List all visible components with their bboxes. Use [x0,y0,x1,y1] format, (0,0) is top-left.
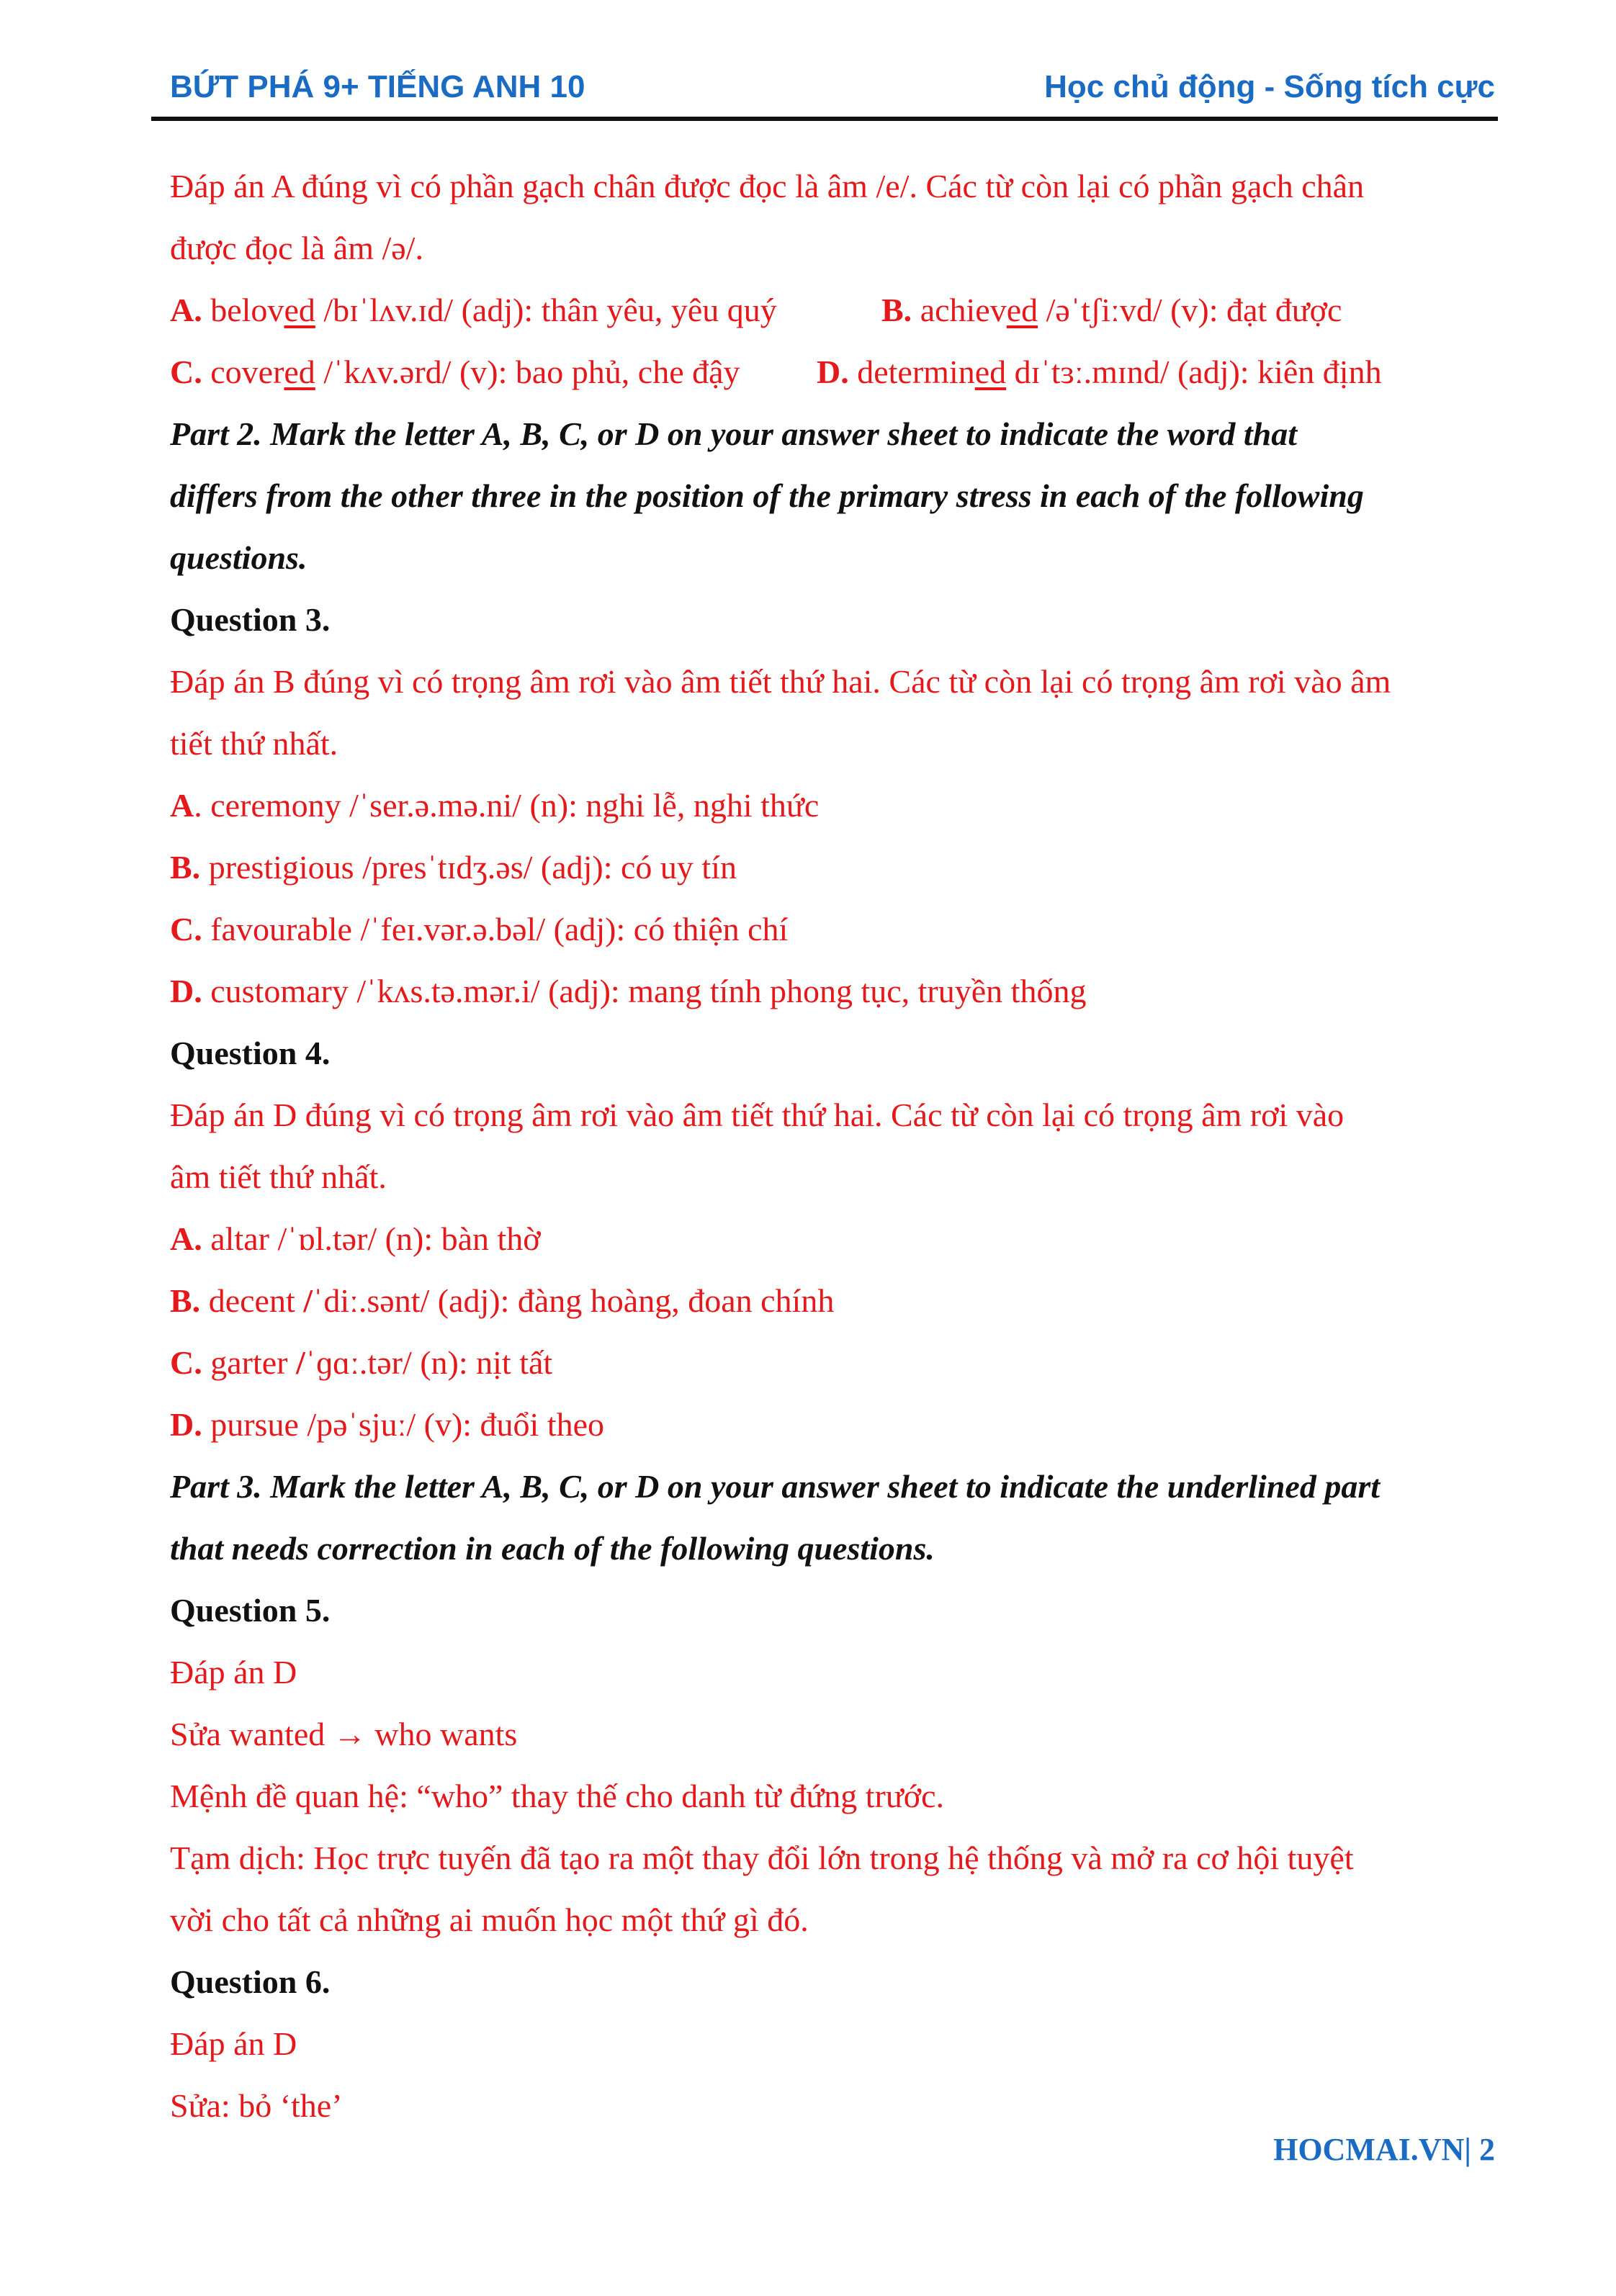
part2-instruction-line-1: Part 2. Mark the letter A, B, C, or D on your answer sheet to indicate the word that [170,415,1298,452]
q6-answer: Đáp án D [170,2025,297,2062]
q2-option-a: A. beloved /bɪˈlʌv.ɪd/ (adj): thân yêu, yêu quý [170,292,777,328]
q2-option-d: D. determined dɪˈtɜː.mɪnd/ (adj): kiên định [817,354,1382,390]
question-5-title: Question 5. [170,1592,331,1629]
header-title: BỨT PHÁ 9+ TIẾNG ANH 10 [170,69,585,104]
question-6-title: Question 6. [170,1963,331,2000]
header-slogan: Học chủ động - Sống tích cực [1044,69,1495,104]
part2-instruction-line-2: differs from the other three in the position of the primary stress in each of the following [170,477,1364,514]
q5-answer: Đáp án D [170,1654,297,1691]
q2-explain-line-2: được đọc là âm /ə/. [170,230,423,266]
question-3-title: Question 3. [170,601,331,638]
part3-instruction-line-2: that needs correction in each of the following questions. [170,1530,935,1567]
q4-option-a: A. altar /ˈɒl.tər/ (n): bàn thờ [170,1220,541,1257]
q2-explain-line-1: Đáp án A đúng vì có phần gạch chân được đọc là âm /e/. Các từ còn lại có phần gạch chân [170,168,1365,204]
q5-correction: Sửa wanted → who wants [170,1716,518,1752]
q5-grammar-note: Mệnh đề quan hệ: “who” thay thế cho danh từ đứng trước. [170,1778,945,1814]
q2-options-row-2 [170,341,1495,403]
q5-translation-line-1: Tạm dịch: Học trực tuyến đã tạo ra một thay đổi lớn trong hệ thống và mở ra cơ hội tuyệt [170,1840,1354,1876]
arrow-right-icon: → [333,1716,367,1752]
part3-instruction-line-1: Part 3. Mark the letter A, B, C, or D on your answer sheet to indicate the underlined part [170,1468,1381,1505]
part2-instruction-line-3: questions. [170,539,308,576]
q2-options-row-1 [170,279,1495,341]
q6-correction: Sửa: bỏ ‘the’ [170,2087,343,2124]
page-footer: HOCMAI.VN| 2 [1273,2132,1495,2167]
q5-translation-line-2: vời cho tất cả những ai muốn học một thứ gì đó. [170,1901,809,1938]
q3-option-d: D. customary /ˈkʌs.tə.mər.i/ (adj): mang tính phong tục, truyền thống [170,973,1087,1009]
q2-option-b: B. achieved /əˈtʃiːvd/ (v): đạt được [881,292,1342,328]
q4-explain-line-1: Đáp án D đúng vì có trọng âm rơi vào âm tiết thứ hai. Các từ còn lại có trọng âm rơi vào [170,1097,1345,1133]
header-divider [151,117,1498,121]
q4-option-d: D. pursue /pəˈsjuː/ (v): đuổi theo [170,1406,605,1443]
q3-option-b: B. prestigious /presˈtɪdʒ.əs/ (adj): có uy tín [170,849,737,886]
q4-option-b: B. decent /ˈdiː.sənt/ (adj): đàng hoàng, đoan chính [170,1282,835,1319]
q2-option-c: C. covered /ˈkʌv.ərd/ (v): bao phủ, che đậy [170,354,740,390]
q4-option-c: C. garter /ˈɡɑː.tər/ (n): nịt tất [170,1344,553,1381]
q3-explain-line-1: Đáp án B đúng vì có trọng âm rơi vào âm tiết thứ hai. Các từ còn lại có trọng âm rơi vào âm [170,663,1391,700]
q4-explain-line-2: âm tiết thứ nhất. [170,1158,387,1195]
q3-option-a: A. ceremony /ˈser.ə.mə.ni/ (n): nghi lễ, nghi thức [170,787,820,824]
page-header [170,69,1495,120]
q3-option-c: C. favourable /ˈfeɪ.vər.ə.bəl/ (adj): có thiện chí [170,911,789,947]
document-content [170,156,1495,2137]
q3-explain-line-2: tiết thứ nhất. [170,725,338,762]
question-4-title: Question 4. [170,1035,331,1071]
